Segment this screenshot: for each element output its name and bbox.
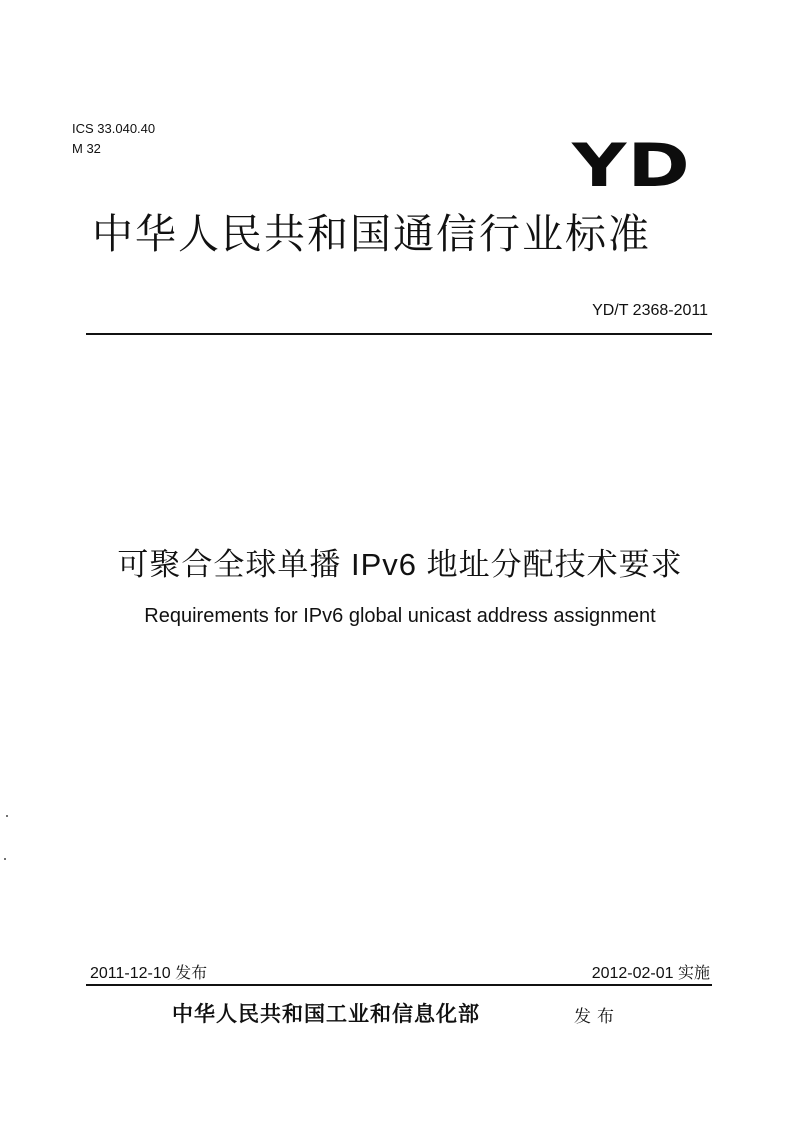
standard-number: YD/T 2368-2011: [592, 302, 708, 319]
document-title-cn: 可聚合全球单播 IPv6 地址分配技术要求: [117, 547, 683, 582]
scan-speck: [6, 815, 8, 817]
document-title-en: Requirements for IPv6 global unicast address assignment: [144, 605, 656, 627]
yd-logo: YD: [572, 131, 692, 201]
implementation-date: 2012-02-01 实施: [591, 965, 710, 982]
ccs-code: M 32: [72, 141, 101, 156]
issue-date: 2011-12-10 发布: [90, 965, 208, 982]
issuer-action-label: 发布: [574, 1007, 620, 1026]
bottom-divider: [86, 984, 712, 986]
standard-category-title: 中华人民共和国通信行业标准: [92, 211, 651, 257]
scan-speck: [4, 858, 6, 860]
top-divider: [86, 333, 712, 335]
issuing-authority: 中华人民共和国工业和信息化部: [172, 1003, 480, 1026]
ics-code: ICS 33.040.40: [72, 121, 156, 136]
